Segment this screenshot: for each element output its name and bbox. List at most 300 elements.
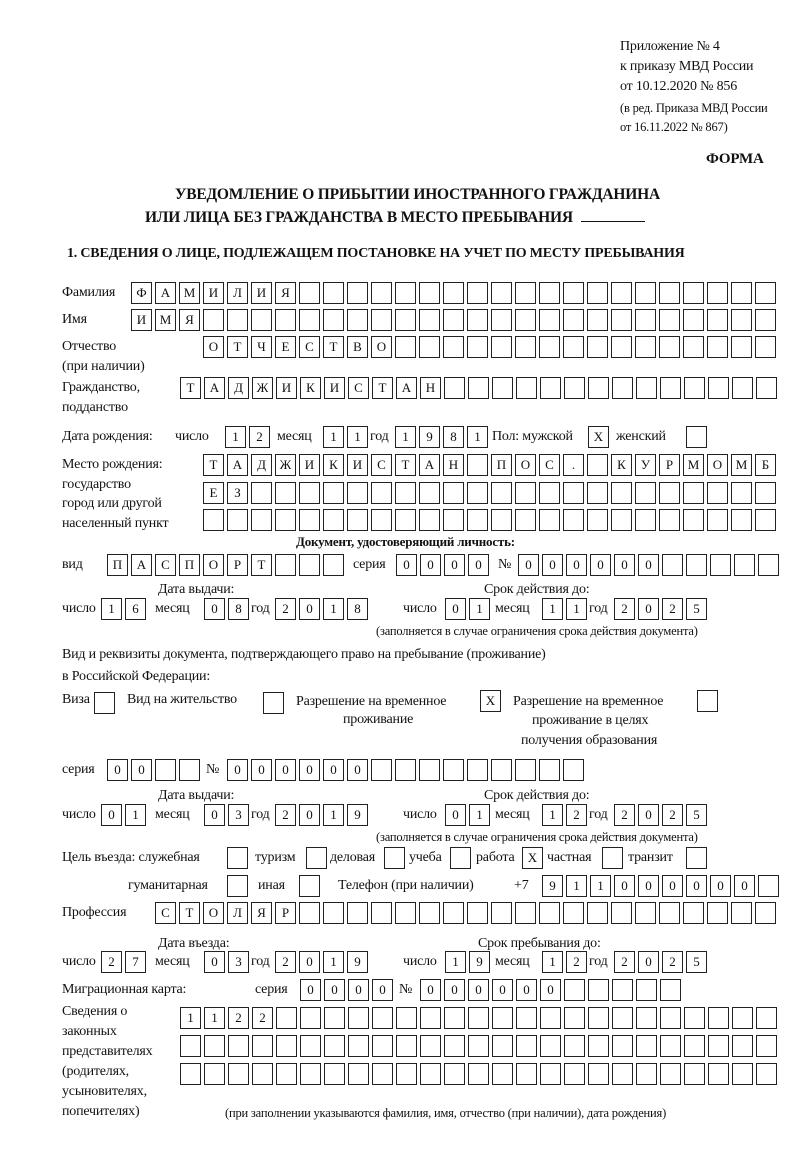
- char-box[interactable]: [611, 282, 632, 304]
- char-box[interactable]: [450, 847, 471, 869]
- char-box[interactable]: [516, 1063, 537, 1085]
- char-box[interactable]: 0: [445, 598, 466, 620]
- char-box[interactable]: [515, 509, 536, 531]
- char-box[interactable]: [635, 336, 656, 358]
- char-box[interactable]: [384, 847, 405, 869]
- char-box[interactable]: [707, 482, 728, 504]
- char-box[interactable]: [443, 902, 464, 924]
- char-box[interactable]: [396, 1035, 417, 1057]
- char-box[interactable]: [697, 690, 718, 712]
- char-box[interactable]: [539, 509, 560, 531]
- char-box[interactable]: К: [300, 377, 321, 399]
- char-box[interactable]: [515, 759, 536, 781]
- char-box[interactable]: 0: [566, 554, 587, 576]
- char-box[interactable]: П: [179, 554, 200, 576]
- char-box[interactable]: 0: [468, 979, 489, 1001]
- char-box[interactable]: 0: [638, 875, 659, 897]
- char-box[interactable]: [419, 482, 440, 504]
- char-box[interactable]: [420, 1035, 441, 1057]
- char-box[interactable]: [516, 377, 537, 399]
- char-box[interactable]: [419, 336, 440, 358]
- char-box[interactable]: [564, 1063, 585, 1085]
- char-box[interactable]: [372, 1035, 393, 1057]
- char-box[interactable]: [396, 1007, 417, 1029]
- char-box[interactable]: 2: [662, 951, 683, 973]
- char-box[interactable]: 1: [542, 951, 563, 973]
- char-box[interactable]: [587, 482, 608, 504]
- char-box[interactable]: [492, 1035, 513, 1057]
- char-box[interactable]: И: [131, 309, 152, 331]
- char-box[interactable]: 0: [348, 979, 369, 1001]
- char-box[interactable]: [684, 377, 705, 399]
- char-box[interactable]: Ф: [131, 282, 152, 304]
- char-box[interactable]: [708, 1007, 729, 1029]
- char-box[interactable]: 9: [469, 951, 490, 973]
- char-box[interactable]: 0: [299, 951, 320, 973]
- char-box[interactable]: [467, 454, 488, 476]
- char-box[interactable]: З: [227, 482, 248, 504]
- char-box[interactable]: [467, 759, 488, 781]
- char-box[interactable]: [443, 336, 464, 358]
- char-box[interactable]: 3: [228, 951, 249, 973]
- char-box[interactable]: [227, 509, 248, 531]
- char-box[interactable]: 0: [518, 554, 539, 576]
- char-box[interactable]: [756, 1063, 777, 1085]
- char-box[interactable]: О: [203, 336, 224, 358]
- char-box[interactable]: 0: [638, 951, 659, 973]
- char-box[interactable]: 8: [347, 598, 368, 620]
- char-box[interactable]: 1: [467, 426, 488, 448]
- char-box[interactable]: [758, 554, 779, 576]
- char-box[interactable]: 0: [542, 554, 563, 576]
- char-box[interactable]: [323, 554, 344, 576]
- char-box[interactable]: [324, 1063, 345, 1085]
- char-box[interactable]: 1: [323, 426, 344, 448]
- char-box[interactable]: 0: [101, 804, 122, 826]
- char-box[interactable]: 5: [686, 951, 707, 973]
- char-box[interactable]: [563, 282, 584, 304]
- char-box[interactable]: [659, 902, 680, 924]
- char-box[interactable]: 0: [275, 759, 296, 781]
- char-box[interactable]: [395, 336, 416, 358]
- char-box[interactable]: 9: [347, 951, 368, 973]
- char-box[interactable]: 1: [323, 598, 344, 620]
- char-box[interactable]: [180, 1063, 201, 1085]
- char-box[interactable]: [155, 759, 176, 781]
- char-box[interactable]: [686, 847, 707, 869]
- char-box[interactable]: [707, 509, 728, 531]
- char-box[interactable]: [612, 1007, 633, 1029]
- char-box[interactable]: [755, 282, 776, 304]
- char-box[interactable]: [539, 336, 560, 358]
- char-box[interactable]: [444, 1035, 465, 1057]
- char-box[interactable]: [602, 847, 623, 869]
- char-box[interactable]: 1: [445, 951, 466, 973]
- char-box[interactable]: [492, 1007, 513, 1029]
- char-box[interactable]: 0: [638, 554, 659, 576]
- char-box[interactable]: [306, 847, 327, 869]
- char-box[interactable]: [612, 1063, 633, 1085]
- char-box[interactable]: X: [522, 847, 543, 869]
- char-box[interactable]: [203, 309, 224, 331]
- char-box[interactable]: [540, 377, 561, 399]
- char-box[interactable]: [515, 309, 536, 331]
- char-box[interactable]: [468, 1007, 489, 1029]
- char-box[interactable]: 2: [275, 804, 296, 826]
- char-box[interactable]: [684, 1035, 705, 1057]
- char-box[interactable]: [444, 1063, 465, 1085]
- char-box[interactable]: [347, 282, 368, 304]
- char-box[interactable]: [372, 1007, 393, 1029]
- char-box[interactable]: [540, 1007, 561, 1029]
- char-box[interactable]: [468, 377, 489, 399]
- char-box[interactable]: [324, 1035, 345, 1057]
- char-box[interactable]: [636, 1007, 657, 1029]
- char-box[interactable]: [300, 1063, 321, 1085]
- char-box[interactable]: 0: [204, 598, 225, 620]
- char-box[interactable]: [347, 509, 368, 531]
- char-box[interactable]: 0: [323, 759, 344, 781]
- char-box[interactable]: [587, 454, 608, 476]
- char-box[interactable]: [684, 1007, 705, 1029]
- char-box[interactable]: [708, 1035, 729, 1057]
- char-box[interactable]: [588, 979, 609, 1001]
- char-box[interactable]: [467, 309, 488, 331]
- char-box[interactable]: 1: [542, 598, 563, 620]
- char-box[interactable]: Б: [755, 454, 776, 476]
- char-box[interactable]: 0: [396, 554, 417, 576]
- char-box[interactable]: 0: [107, 759, 128, 781]
- char-box[interactable]: [252, 1035, 273, 1057]
- char-box[interactable]: Т: [180, 377, 201, 399]
- char-box[interactable]: [756, 1035, 777, 1057]
- char-box[interactable]: [636, 377, 657, 399]
- char-box[interactable]: [467, 482, 488, 504]
- char-box[interactable]: [371, 309, 392, 331]
- char-box[interactable]: [228, 1063, 249, 1085]
- char-box[interactable]: [515, 902, 536, 924]
- char-box[interactable]: [563, 759, 584, 781]
- char-box[interactable]: [444, 377, 465, 399]
- char-box[interactable]: [180, 1035, 201, 1057]
- char-box[interactable]: 1: [204, 1007, 225, 1029]
- char-box[interactable]: 8: [228, 598, 249, 620]
- char-box[interactable]: [276, 1007, 297, 1029]
- char-box[interactable]: [588, 1035, 609, 1057]
- char-box[interactable]: Ж: [275, 454, 296, 476]
- char-box[interactable]: [420, 1063, 441, 1085]
- char-box[interactable]: [660, 1063, 681, 1085]
- char-box[interactable]: [299, 902, 320, 924]
- char-box[interactable]: Е: [203, 482, 224, 504]
- char-box[interactable]: С: [299, 336, 320, 358]
- char-box[interactable]: [707, 336, 728, 358]
- char-box[interactable]: [659, 509, 680, 531]
- char-box[interactable]: 0: [614, 875, 635, 897]
- char-box[interactable]: Р: [227, 554, 248, 576]
- char-box[interactable]: [731, 336, 752, 358]
- char-box[interactable]: [755, 336, 776, 358]
- char-box[interactable]: [515, 336, 536, 358]
- char-box[interactable]: 0: [638, 598, 659, 620]
- char-box[interactable]: [372, 1063, 393, 1085]
- char-box[interactable]: [564, 979, 585, 1001]
- char-box[interactable]: [683, 282, 704, 304]
- char-box[interactable]: 0: [516, 979, 537, 1001]
- char-box[interactable]: Я: [179, 309, 200, 331]
- char-box[interactable]: [755, 309, 776, 331]
- char-box[interactable]: 1: [469, 598, 490, 620]
- char-box[interactable]: [251, 309, 272, 331]
- char-box[interactable]: [587, 509, 608, 531]
- char-box[interactable]: [731, 509, 752, 531]
- char-box[interactable]: [348, 1035, 369, 1057]
- char-box[interactable]: [203, 509, 224, 531]
- char-box[interactable]: 2: [249, 426, 270, 448]
- char-box[interactable]: [755, 902, 776, 924]
- char-box[interactable]: 0: [444, 554, 465, 576]
- char-box[interactable]: А: [419, 454, 440, 476]
- char-box[interactable]: М: [731, 454, 752, 476]
- char-box[interactable]: [467, 902, 488, 924]
- char-box[interactable]: [611, 902, 632, 924]
- char-box[interactable]: X: [588, 426, 609, 448]
- char-box[interactable]: 1: [225, 426, 246, 448]
- char-box[interactable]: [492, 377, 513, 399]
- char-box[interactable]: И: [347, 454, 368, 476]
- char-box[interactable]: [684, 1063, 705, 1085]
- char-box[interactable]: 2: [275, 598, 296, 620]
- char-box[interactable]: А: [227, 454, 248, 476]
- char-box[interactable]: [612, 377, 633, 399]
- char-box[interactable]: О: [203, 902, 224, 924]
- char-box[interactable]: [587, 336, 608, 358]
- char-box[interactable]: 5: [686, 598, 707, 620]
- char-box[interactable]: 0: [324, 979, 345, 1001]
- char-box[interactable]: [419, 509, 440, 531]
- char-box[interactable]: [263, 692, 284, 714]
- char-box[interactable]: [611, 336, 632, 358]
- char-box[interactable]: Р: [275, 902, 296, 924]
- char-box[interactable]: 2: [101, 951, 122, 973]
- char-box[interactable]: [516, 1007, 537, 1029]
- char-box[interactable]: [660, 1035, 681, 1057]
- char-box[interactable]: Ж: [252, 377, 273, 399]
- char-box[interactable]: 1: [566, 875, 587, 897]
- char-box[interactable]: [395, 509, 416, 531]
- char-box[interactable]: [419, 759, 440, 781]
- char-box[interactable]: [251, 509, 272, 531]
- char-box[interactable]: [371, 509, 392, 531]
- char-box[interactable]: [179, 759, 200, 781]
- char-box[interactable]: [683, 336, 704, 358]
- char-box[interactable]: А: [396, 377, 417, 399]
- char-box[interactable]: [275, 309, 296, 331]
- char-box[interactable]: И: [299, 454, 320, 476]
- char-box[interactable]: [731, 482, 752, 504]
- char-box[interactable]: 9: [419, 426, 440, 448]
- char-box[interactable]: [444, 1007, 465, 1029]
- char-box[interactable]: [347, 902, 368, 924]
- char-box[interactable]: А: [155, 282, 176, 304]
- char-box[interactable]: Д: [228, 377, 249, 399]
- char-box[interactable]: Л: [227, 282, 248, 304]
- char-box[interactable]: 3: [228, 804, 249, 826]
- char-box[interactable]: С: [348, 377, 369, 399]
- char-box[interactable]: [564, 1007, 585, 1029]
- char-box[interactable]: 0: [299, 804, 320, 826]
- char-box[interactable]: 0: [300, 979, 321, 1001]
- char-box[interactable]: [468, 1035, 489, 1057]
- char-box[interactable]: 2: [662, 598, 683, 620]
- char-box[interactable]: [660, 979, 681, 1001]
- char-box[interactable]: [443, 482, 464, 504]
- char-box[interactable]: И: [324, 377, 345, 399]
- char-box[interactable]: [204, 1063, 225, 1085]
- char-box[interactable]: 0: [347, 759, 368, 781]
- char-box[interactable]: [396, 1063, 417, 1085]
- char-box[interactable]: [467, 336, 488, 358]
- char-box[interactable]: [611, 509, 632, 531]
- char-box[interactable]: 1: [469, 804, 490, 826]
- char-box[interactable]: [348, 1063, 369, 1085]
- char-box[interactable]: [515, 282, 536, 304]
- char-box[interactable]: 9: [542, 875, 563, 897]
- char-box[interactable]: [539, 482, 560, 504]
- char-box[interactable]: [300, 1035, 321, 1057]
- char-box[interactable]: [564, 1035, 585, 1057]
- char-box[interactable]: [731, 309, 752, 331]
- char-box[interactable]: [491, 482, 512, 504]
- char-box[interactable]: [563, 336, 584, 358]
- char-box[interactable]: С: [371, 454, 392, 476]
- char-box[interactable]: [299, 875, 320, 897]
- char-box[interactable]: [732, 1035, 753, 1057]
- char-box[interactable]: [659, 482, 680, 504]
- char-box[interactable]: [563, 482, 584, 504]
- char-box[interactable]: [732, 377, 753, 399]
- char-box[interactable]: 2: [614, 598, 635, 620]
- place-blank-line[interactable]: [581, 207, 645, 222]
- char-box[interactable]: [710, 554, 731, 576]
- char-box[interactable]: 7: [125, 951, 146, 973]
- char-box[interactable]: [635, 509, 656, 531]
- char-box[interactable]: [635, 282, 656, 304]
- char-box[interactable]: Е: [275, 336, 296, 358]
- char-box[interactable]: [204, 1035, 225, 1057]
- char-box[interactable]: К: [323, 454, 344, 476]
- char-box[interactable]: [708, 1063, 729, 1085]
- char-box[interactable]: [275, 482, 296, 504]
- char-box[interactable]: [588, 1063, 609, 1085]
- char-box[interactable]: [636, 1035, 657, 1057]
- char-box[interactable]: 1: [101, 598, 122, 620]
- char-box[interactable]: [660, 377, 681, 399]
- char-box[interactable]: [324, 1007, 345, 1029]
- char-box[interactable]: 1: [566, 598, 587, 620]
- char-box[interactable]: 0: [445, 804, 466, 826]
- char-box[interactable]: [611, 309, 632, 331]
- char-box[interactable]: [299, 282, 320, 304]
- char-box[interactable]: 0: [444, 979, 465, 1001]
- char-box[interactable]: [348, 1007, 369, 1029]
- char-box[interactable]: [443, 509, 464, 531]
- char-box[interactable]: 2: [252, 1007, 273, 1029]
- char-box[interactable]: [371, 902, 392, 924]
- char-box[interactable]: 0: [492, 979, 513, 1001]
- char-box[interactable]: X: [480, 690, 501, 712]
- char-box[interactable]: [323, 902, 344, 924]
- char-box[interactable]: О: [371, 336, 392, 358]
- char-box[interactable]: [539, 759, 560, 781]
- char-box[interactable]: [419, 309, 440, 331]
- char-box[interactable]: [252, 1063, 273, 1085]
- char-box[interactable]: 0: [540, 979, 561, 1001]
- char-box[interactable]: [612, 979, 633, 1001]
- char-box[interactable]: 0: [204, 804, 225, 826]
- char-box[interactable]: О: [203, 554, 224, 576]
- char-box[interactable]: Л: [227, 902, 248, 924]
- char-box[interactable]: [587, 902, 608, 924]
- char-box[interactable]: [443, 309, 464, 331]
- char-box[interactable]: 0: [299, 759, 320, 781]
- char-box[interactable]: [299, 554, 320, 576]
- char-box[interactable]: [683, 902, 704, 924]
- char-box[interactable]: [491, 309, 512, 331]
- char-box[interactable]: .: [563, 454, 584, 476]
- char-box[interactable]: И: [276, 377, 297, 399]
- char-box[interactable]: [732, 1007, 753, 1029]
- char-box[interactable]: [636, 979, 657, 1001]
- char-box[interactable]: [683, 309, 704, 331]
- char-box[interactable]: [491, 759, 512, 781]
- char-box[interactable]: 1: [347, 426, 368, 448]
- char-box[interactable]: [419, 282, 440, 304]
- char-box[interactable]: [227, 309, 248, 331]
- char-box[interactable]: [635, 309, 656, 331]
- char-box[interactable]: [756, 377, 777, 399]
- char-box[interactable]: [395, 309, 416, 331]
- char-box[interactable]: Т: [227, 336, 248, 358]
- char-box[interactable]: 0: [420, 554, 441, 576]
- char-box[interactable]: 0: [686, 875, 707, 897]
- char-box[interactable]: [227, 875, 248, 897]
- char-box[interactable]: [540, 1035, 561, 1057]
- char-box[interactable]: [539, 282, 560, 304]
- char-box[interactable]: [660, 1007, 681, 1029]
- char-box[interactable]: [516, 1035, 537, 1057]
- char-box[interactable]: [276, 1035, 297, 1057]
- char-box[interactable]: 2: [614, 804, 635, 826]
- char-box[interactable]: 0: [372, 979, 393, 1001]
- char-box[interactable]: [539, 902, 560, 924]
- char-box[interactable]: [467, 509, 488, 531]
- char-box[interactable]: [708, 377, 729, 399]
- char-box[interactable]: Я: [251, 902, 272, 924]
- char-box[interactable]: Д: [251, 454, 272, 476]
- char-box[interactable]: [347, 482, 368, 504]
- char-box[interactable]: [686, 554, 707, 576]
- char-box[interactable]: 0: [590, 554, 611, 576]
- char-box[interactable]: 0: [131, 759, 152, 781]
- char-box[interactable]: [491, 509, 512, 531]
- char-box[interactable]: 2: [228, 1007, 249, 1029]
- char-box[interactable]: [323, 309, 344, 331]
- char-box[interactable]: 1: [542, 804, 563, 826]
- char-box[interactable]: 9: [347, 804, 368, 826]
- char-box[interactable]: Я: [275, 282, 296, 304]
- char-box[interactable]: [276, 1063, 297, 1085]
